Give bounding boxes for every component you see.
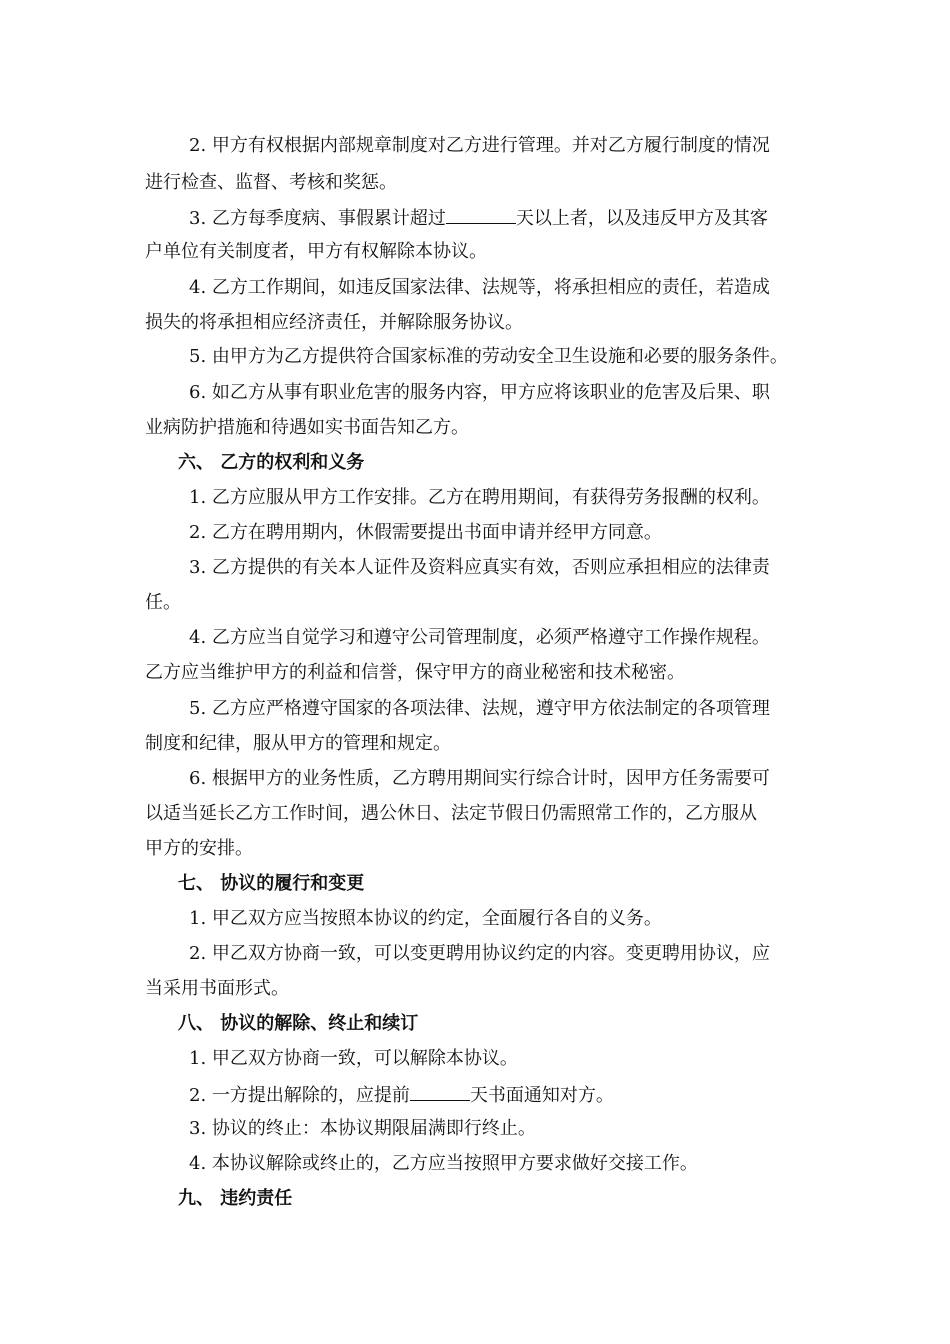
paragraph-line: 制度和纪律，服从甲方的管理和规定。 — [145, 733, 451, 754]
paragraph-line: 进行检查、监督、考核和奖惩。 — [145, 172, 397, 193]
paragraph-line: 户单位有关制度者，甲方有权解除本协议。 — [145, 241, 487, 262]
paragraph-line: 3. 协议的终止：本协议期限届满即行终止。 — [189, 1118, 536, 1139]
paragraph-text: 天书面通知对方。 — [469, 1085, 614, 1106]
paragraph-line: 5. 乙方应严格遵守国家的各项法律、法规，遵守甲方依法制定的各项管理 — [189, 698, 770, 719]
paragraph-line: 3. 乙方提供的有关本人证件及资料应真实有效，否则应承担相应的法律责 — [189, 557, 770, 578]
fill-in-blank-days — [446, 205, 516, 224]
paragraph-line: 2. 乙方在聘用期内，休假需要提出书面申请并经甲方同意。 — [189, 522, 662, 543]
paragraph-line: 损失的将承担相应经济责任，并解除服务协议。 — [145, 312, 523, 333]
paragraph-line: 当采用书面形式。 — [145, 978, 289, 999]
paragraph-line: 4. 本协议解除或终止的，乙方应当按照甲方要求做好交接工作。 — [189, 1153, 698, 1174]
paragraph-line: 业病防护措施和待遇如实书面告知乙方。 — [145, 417, 469, 438]
paragraph-line-with-blank — [189, 1082, 614, 1108]
fill-in-blank-notice-days — [410, 1082, 470, 1101]
paragraph-line: 1. 乙方应服从甲方工作安排。乙方在聘用期间，有获得劳务报酬的权利。 — [189, 487, 770, 508]
paragraph-text: 天以上者，以及违反甲方及其客 — [515, 208, 768, 229]
section-heading: 九、 违约责任 — [178, 1188, 293, 1209]
paragraph-line: 甲方的安排。 — [145, 838, 253, 859]
paragraph-line: 6. 如乙方从事有职业危害的服务内容，甲方应将该职业的危害及后果、职 — [189, 382, 770, 403]
paragraph-line: 4. 乙方应当自觉学习和遵守公司管理制度，必须严格遵守工作操作规程。 — [189, 627, 770, 648]
section-heading: 七、 协议的履行和变更 — [178, 873, 365, 894]
paragraph-line: 1. 甲乙双方应当按照本协议的约定，全面履行各自的义务。 — [189, 908, 662, 929]
paragraph-line: 1. 甲乙双方协商一致，可以解除本协议。 — [189, 1048, 518, 1069]
paragraph-line: 乙方应当维护甲方的利益和信誉，保守甲方的商业秘密和技术秘密。 — [145, 662, 685, 683]
paragraph-text: 3. 乙方每季度病、事假累计超过 — [189, 208, 446, 229]
paragraph-line: 2. 甲方有权根据内部规章制度对乙方进行管理。并对乙方履行制度的情况 — [189, 135, 770, 156]
paragraph-line: 2. 甲乙双方协商一致，可以变更聘用协议约定的内容。变更聘用协议，应 — [189, 943, 770, 964]
paragraph-line: 6. 根据甲方的业务性质，乙方聘用期间实行综合计时，因甲方任务需要可 — [189, 768, 770, 789]
section-heading: 八、 协议的解除、终止和续订 — [178, 1013, 419, 1034]
paragraph-line: 任。 — [145, 592, 181, 613]
paragraph-line: 4. 乙方工作期间，如违反国家法律、法规等，将承担相应的责任，若造成 — [189, 277, 770, 298]
paragraph-text: 2. 一方提出解除的，应提前 — [189, 1085, 410, 1106]
paragraph-line: 以适当延长乙方工作时间，遇公休日、法定节假日仍需照常工作的，乙方服从 — [145, 803, 757, 824]
section-heading: 六、 乙方的权利和义务 — [178, 452, 365, 473]
paragraph-line: 5. 由甲方为乙方提供符合国家标准的劳动安全卫生设施和必要的服务条件。 — [189, 346, 788, 367]
paragraph-line-with-blank — [189, 205, 768, 231]
